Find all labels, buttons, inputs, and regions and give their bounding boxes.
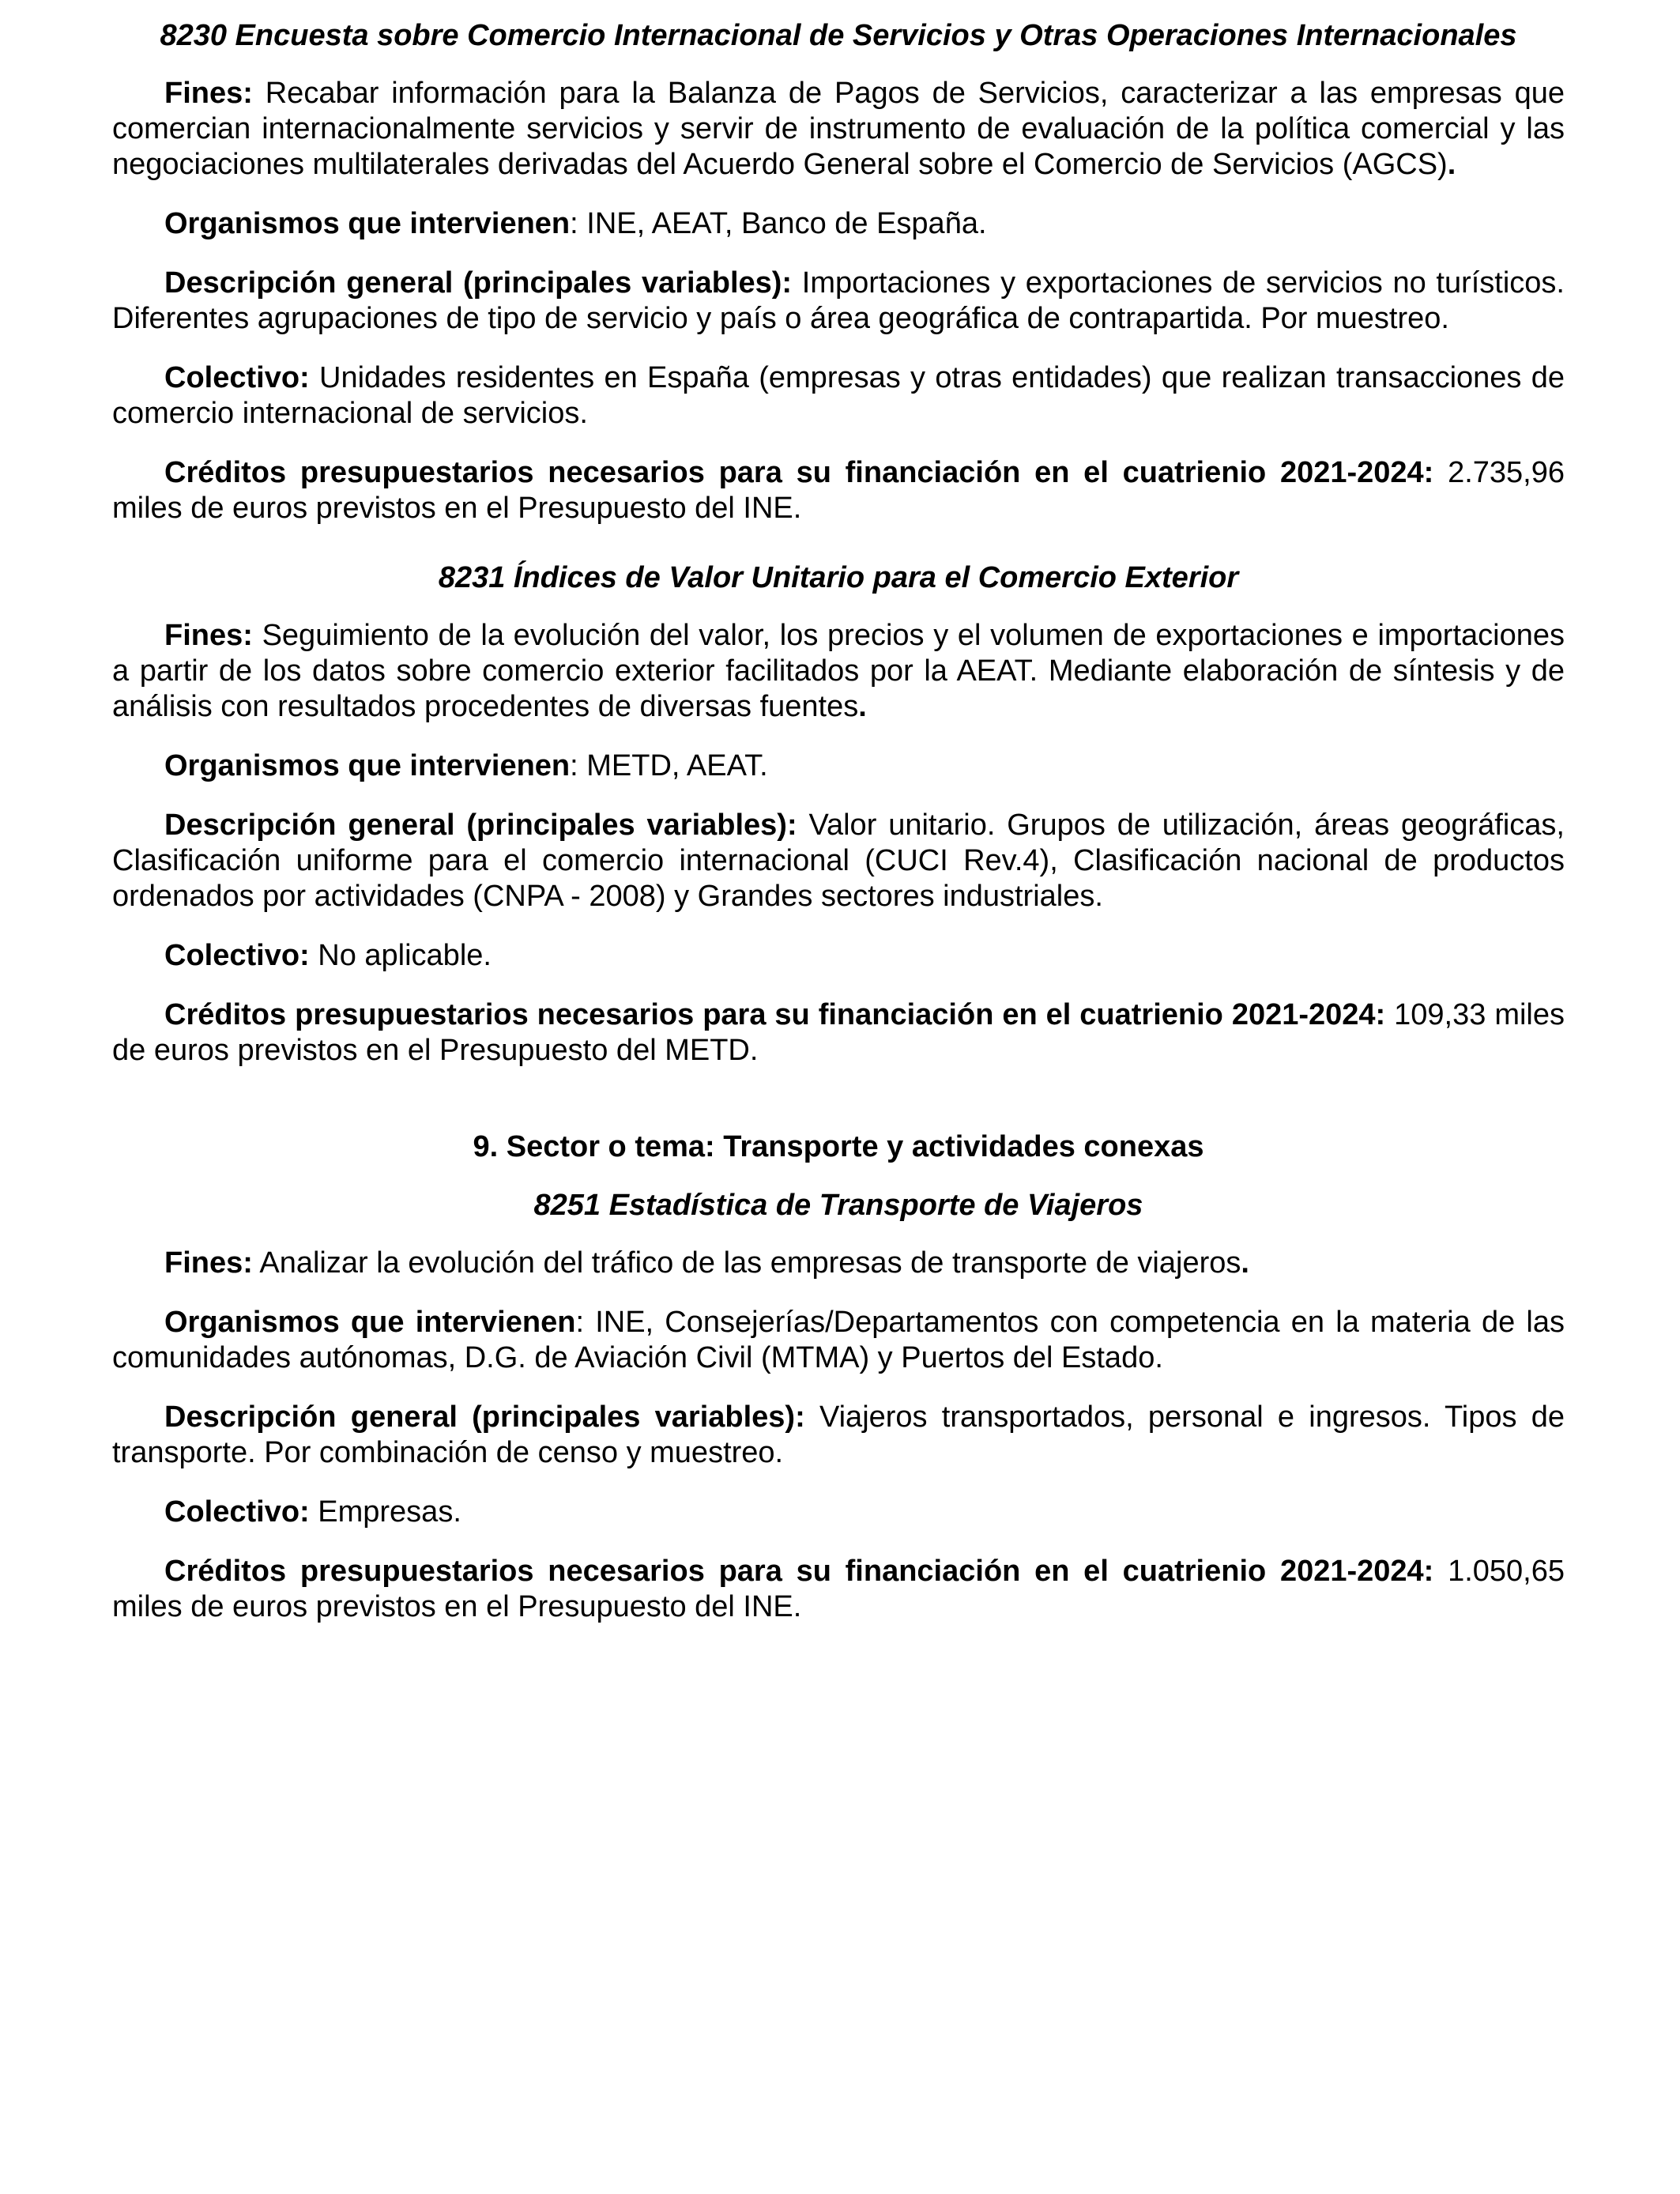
fines-label: Fines: (164, 1246, 253, 1280)
descripcion-text: Importaciones y exportaciones de servicios no turísticos. Diferentes agrupaciones de tipo de servicio y país o área geográfica de contrapartida. Por muestreo. (112, 266, 1565, 335)
descripcion-label: Descripción general (principales variables): (164, 266, 793, 300)
document-page (112, 0, 1565, 1649)
creditos-text: 109,33 miles de euros previstos en el Presupuesto del METD. (112, 998, 1565, 1067)
creditos-paragraph (112, 997, 1565, 1069)
descripcion-label: Descripción general (principales variables): (164, 809, 797, 842)
organismos-label: Organismos que intervienen (164, 749, 571, 782)
descripcion-text: Viajeros transportados, personal e ingresos. Tipos de transporte. Por combinación de censo y muestreo. (112, 1400, 1565, 1469)
operation-8230 (112, 0, 1565, 526)
operation-8231 (112, 560, 1565, 1069)
organismos-paragraph (112, 748, 1565, 784)
organismos-label: Organismos que intervienen (164, 207, 571, 240)
creditos-text: 1.050,65 miles de euros previstos en el Presupuesto del INE. (112, 1555, 1565, 1623)
colectivo-label: Colectivo: (164, 1495, 310, 1529)
fines-paragraph (112, 76, 1565, 183)
fines-end: . (858, 690, 867, 723)
organismos-text: : METD, AEAT. (570, 749, 768, 782)
colectivo-paragraph (112, 938, 1565, 974)
organismos-text: : INE, AEAT, Banco de España. (570, 207, 987, 240)
operation-title: 8230 Encuesta sobre Comercio Internacional de Servicios y Otras Operaciones Internacionales (160, 19, 1517, 52)
fines-text: Analizar la evolución del tráfico de las empresas de transporte de viajeros (252, 1246, 1241, 1280)
sector-title: 9. Sector o tema: Transporte y actividades conexas (473, 1130, 1204, 1163)
colectivo-text: No aplicable. (309, 939, 492, 972)
fines-label: Fines: (164, 619, 253, 652)
organismos-text: : INE, Consejerías/Departamentos con competencia en la materia de las comunidades autónomas, D.G. de Aviación Civil (MTMA) y Puertos del Estado. (112, 1306, 1565, 1374)
creditos-text: 2.735,96 miles de euros previstos en el Presupuesto del INE. (112, 456, 1565, 525)
descripcion-label: Descripción general (principales variables): (164, 1400, 805, 1434)
organismos-label: Organismos que intervienen (164, 1306, 576, 1339)
creditos-label: Créditos presupuestarios necesarios para su financiación en el cuatrienio 2021-2024: (164, 1555, 1434, 1588)
colectivo-label: Colectivo: (164, 939, 310, 972)
colectivo-paragraph (112, 1495, 1565, 1530)
colectivo-paragraph (112, 360, 1565, 432)
creditos-paragraph (112, 1554, 1565, 1625)
creditos-label: Créditos presupuestarios necesarios para su financiación en el cuatrienio 2021-2024: (164, 456, 1434, 489)
creditos-label: Créditos presupuestarios necesarios para su financiación en el cuatrienio 2021-2024: (164, 998, 1386, 1031)
fines-paragraph (112, 1246, 1565, 1281)
operation-title: 8251 Estadística de Transporte de Viajeros (533, 1189, 1143, 1222)
fines-end: . (1241, 1246, 1249, 1280)
descripcion-paragraph (112, 1400, 1565, 1471)
fines-end: . (1447, 148, 1456, 181)
descripcion-paragraph (112, 266, 1565, 337)
operation-title: 8231 Índices de Valor Unitario para el Comercio Exterior (438, 561, 1239, 594)
fines-paragraph (112, 618, 1565, 725)
colectivo-text: Empresas. (309, 1495, 461, 1529)
creditos-paragraph (112, 455, 1565, 526)
colectivo-text: Unidades residentes en España (empresas y otras entidades) que realizan transacciones de comercio internacional de servicios. (112, 361, 1565, 430)
descripcion-paragraph (112, 808, 1565, 914)
fines-text: Recabar información para la Balanza de Pagos de Servicios, caracterizar a las empresas que comercian internacionalmente servicios y servir de instrumento de evaluación de la política comercial y las negociaciones multilaterales derivadas del Acuerdo General sobre el Comercio de Servicios (AGCS) (112, 77, 1565, 181)
organismos-paragraph (112, 1305, 1565, 1376)
fines-text: Seguimiento de la evolución del valor, los precios y el volumen de exportaciones e importaciones a partir de los datos sobre comercio exterior facilitados por la AEAT. Mediante elaboración de síntesis y de análisis con resultados procedentes de diversas fuentes (112, 619, 1565, 723)
operation-8251 (112, 1187, 1565, 1625)
fines-label: Fines: (164, 77, 253, 110)
organismos-paragraph (112, 206, 1565, 242)
descripcion-text: Valor unitario. Grupos de utilización, áreas geográficas, Clasificación uniforme para el comercio internacional (CUCI Rev.4), Clasificación nacional de productos ordenados por actividades (CNPA - 2008) y Grandes sectores industriales. (112, 809, 1565, 913)
colectivo-label: Colectivo: (164, 361, 310, 394)
